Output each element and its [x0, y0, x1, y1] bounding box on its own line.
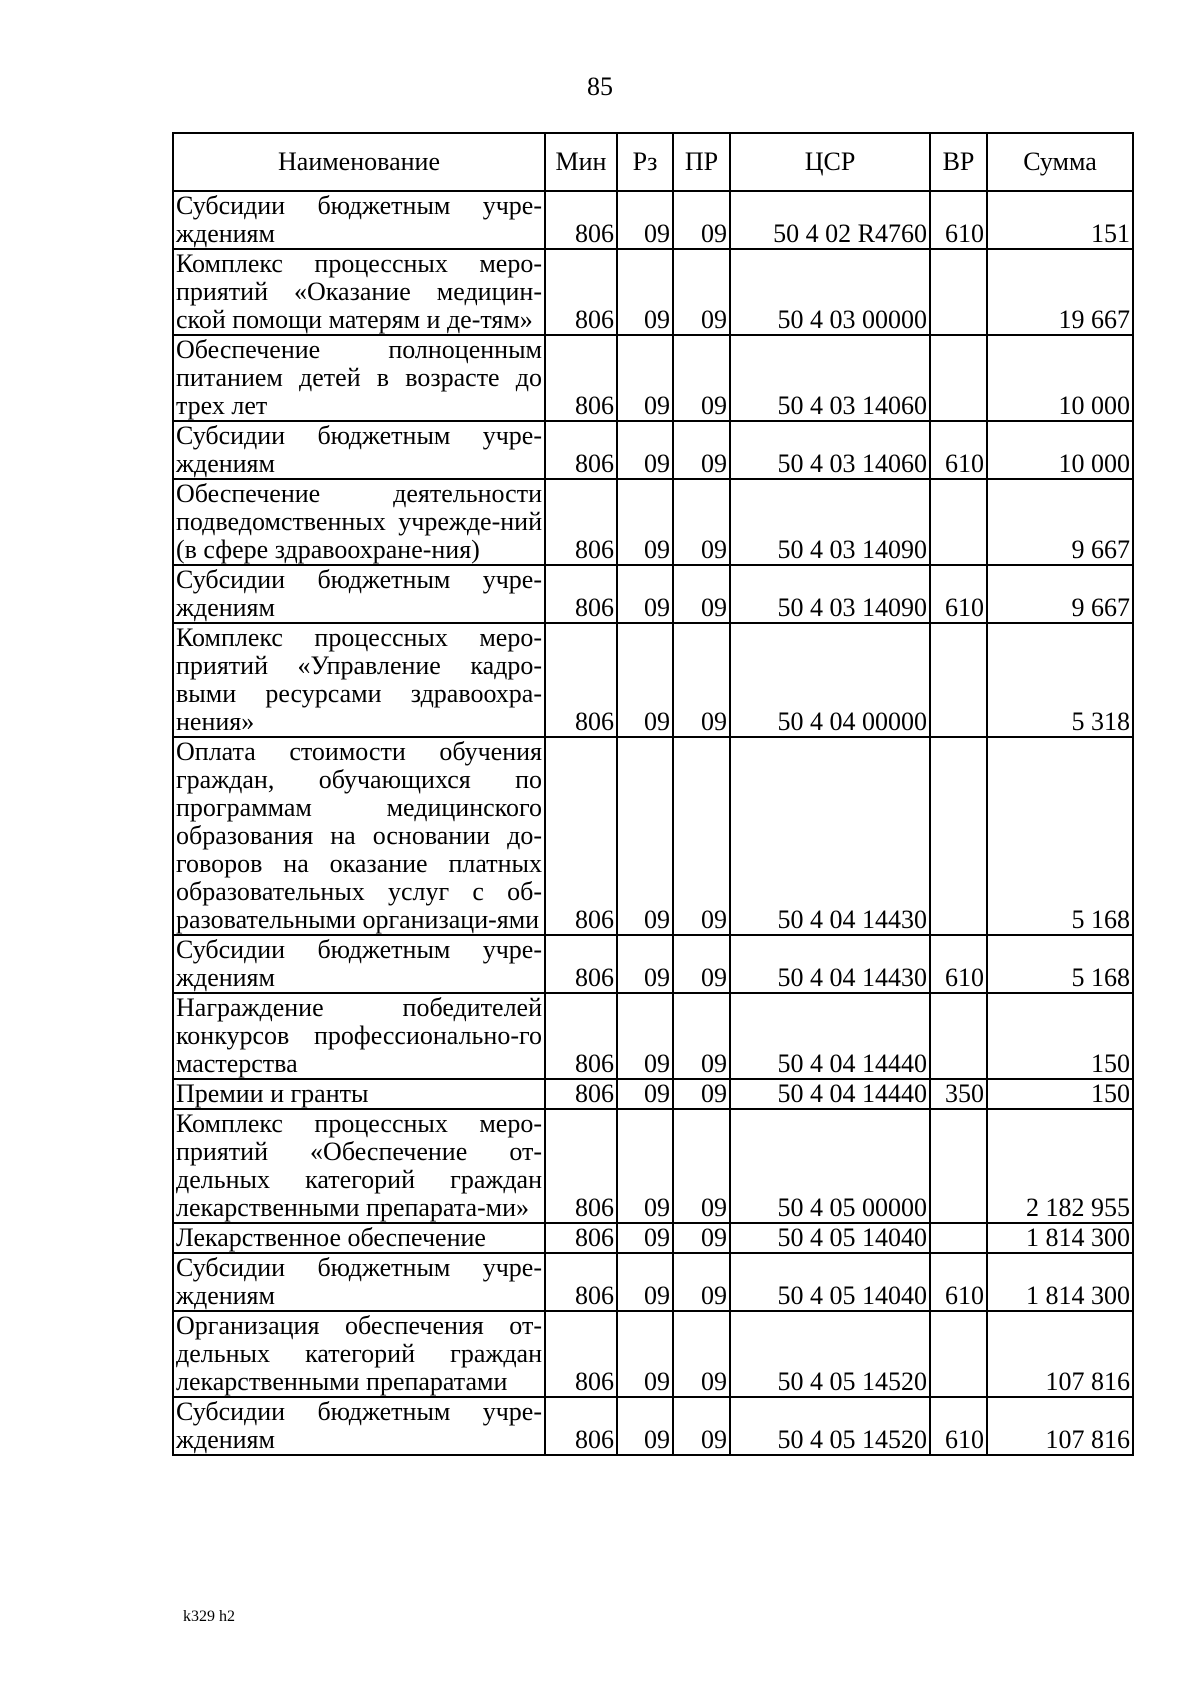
- table-row: [173, 249, 1133, 335]
- cell-csr: 50 4 03 14090: [730, 479, 930, 565]
- header-min: Мин: [545, 133, 617, 191]
- table-row: [173, 1223, 1133, 1253]
- cell-vr: [930, 1223, 987, 1253]
- table-row: [173, 737, 1133, 935]
- cell-sum: 107 816: [987, 1311, 1133, 1397]
- cell-min: 806: [545, 191, 617, 249]
- cell-rz: 09: [617, 479, 673, 565]
- table-row: [173, 623, 1133, 737]
- cell-sum: 1 814 300: [987, 1253, 1133, 1311]
- table-row: [173, 1311, 1133, 1397]
- cell-name: Лекарственное обеспечение: [173, 1223, 545, 1253]
- header-sum: Сумма: [987, 133, 1133, 191]
- cell-min: 806: [545, 1311, 617, 1397]
- cell-rz: 09: [617, 623, 673, 737]
- cell-min: 806: [545, 737, 617, 935]
- cell-vr: [930, 737, 987, 935]
- cell-rz: 09: [617, 737, 673, 935]
- header-vr: ВР: [930, 133, 987, 191]
- cell-sum: 151: [987, 191, 1133, 249]
- cell-csr: 50 4 04 00000: [730, 623, 930, 737]
- table-row: [173, 421, 1133, 479]
- cell-vr: 350: [930, 1079, 987, 1109]
- table-row: [173, 935, 1133, 993]
- cell-min: 806: [545, 421, 617, 479]
- cell-sum: 150: [987, 1079, 1133, 1109]
- cell-name: Комплекс процессных меро-приятий «Оказание медицин-ской помощи матерям и де-тям»: [173, 249, 545, 335]
- cell-min: 806: [545, 993, 617, 1079]
- cell-csr: 50 4 03 14060: [730, 335, 930, 421]
- cell-sum: 10 000: [987, 421, 1133, 479]
- table-row: [173, 1253, 1133, 1311]
- cell-pr: 09: [673, 1253, 730, 1311]
- table-row: [173, 191, 1133, 249]
- cell-sum: 5 168: [987, 935, 1133, 993]
- cell-min: 806: [545, 1109, 617, 1223]
- cell-name: Комплекс процессных меро-приятий «Обеспечение от-дельных категорий граждан лекарственными препарата-ми»: [173, 1109, 545, 1223]
- cell-sum: 107 816: [987, 1397, 1133, 1455]
- header-name: Наименование: [173, 133, 545, 191]
- cell-vr: [930, 335, 987, 421]
- cell-rz: 09: [617, 335, 673, 421]
- cell-pr: 09: [673, 935, 730, 993]
- cell-min: 806: [545, 623, 617, 737]
- cell-name: Субсидии бюджетным учре-ждениям: [173, 565, 545, 623]
- cell-vr: [930, 249, 987, 335]
- cell-csr: 50 4 02 R4760: [730, 191, 930, 249]
- cell-csr: 50 4 03 00000: [730, 249, 930, 335]
- cell-min: 806: [545, 935, 617, 993]
- cell-min: 806: [545, 1397, 617, 1455]
- cell-name: Субсидии бюджетным учре-ждениям: [173, 1397, 545, 1455]
- cell-pr: 09: [673, 1311, 730, 1397]
- cell-csr: 50 4 05 00000: [730, 1109, 930, 1223]
- document-code: k329 h2: [183, 1608, 235, 1625]
- cell-rz: 09: [617, 1079, 673, 1109]
- table-row: [173, 335, 1133, 421]
- cell-pr: 09: [673, 1223, 730, 1253]
- cell-rz: 09: [617, 1311, 673, 1397]
- cell-rz: 09: [617, 993, 673, 1079]
- cell-csr: 50 4 03 14090: [730, 565, 930, 623]
- cell-vr: [930, 479, 987, 565]
- cell-pr: 09: [673, 993, 730, 1079]
- cell-rz: 09: [617, 1223, 673, 1253]
- cell-sum: 5 318: [987, 623, 1133, 737]
- cell-csr: 50 4 05 14040: [730, 1223, 930, 1253]
- cell-sum: 9 667: [987, 565, 1133, 623]
- table-row: [173, 565, 1133, 623]
- cell-min: 806: [545, 479, 617, 565]
- cell-csr: 50 4 05 14040: [730, 1253, 930, 1311]
- cell-name: Комплекс процессных меро-приятий «Управление кадро-выми ресурсами здравоохра-нения»: [173, 623, 545, 737]
- cell-sum: 10 000: [987, 335, 1133, 421]
- table-row: [173, 1079, 1133, 1109]
- cell-min: 806: [545, 249, 617, 335]
- cell-pr: 09: [673, 1397, 730, 1455]
- cell-rz: 09: [617, 1397, 673, 1455]
- cell-pr: 09: [673, 565, 730, 623]
- cell-pr: 09: [673, 737, 730, 935]
- cell-rz: 09: [617, 421, 673, 479]
- cell-name: Субсидии бюджетным учре-ждениям: [173, 421, 545, 479]
- table-body: [173, 191, 1133, 1455]
- cell-vr: [930, 993, 987, 1079]
- cell-vr: [930, 1311, 987, 1397]
- cell-csr: 50 4 05 14520: [730, 1311, 930, 1397]
- cell-rz: 09: [617, 191, 673, 249]
- table-row: [173, 993, 1133, 1079]
- cell-sum: 150: [987, 993, 1133, 1079]
- cell-vr: 610: [930, 565, 987, 623]
- cell-pr: 09: [673, 1079, 730, 1109]
- cell-name: Субсидии бюджетным учре-ждениям: [173, 935, 545, 993]
- page-number: 85: [587, 72, 613, 101]
- cell-csr: 50 4 04 14440: [730, 993, 930, 1079]
- cell-csr: 50 4 03 14060: [730, 421, 930, 479]
- cell-min: 806: [545, 335, 617, 421]
- cell-csr: 50 4 04 14430: [730, 935, 930, 993]
- cell-csr: 50 4 05 14520: [730, 1397, 930, 1455]
- cell-pr: 09: [673, 421, 730, 479]
- cell-sum: 9 667: [987, 479, 1133, 565]
- table-row: [173, 1109, 1133, 1223]
- cell-pr: 09: [673, 1109, 730, 1223]
- cell-pr: 09: [673, 249, 730, 335]
- cell-name: Премии и гранты: [173, 1079, 545, 1109]
- cell-csr: 50 4 04 14430: [730, 737, 930, 935]
- cell-rz: 09: [617, 249, 673, 335]
- cell-name: Оплата стоимости обучения граждан, обучающихся по программам медицинского образования на основании до-говоров на оказание платных образовательных услуг с об-разовательными организаци-ями: [173, 737, 545, 935]
- cell-name: Субсидии бюджетным учре-ждениям: [173, 1253, 545, 1311]
- header-pr: ПР: [673, 133, 730, 191]
- table-row: [173, 479, 1133, 565]
- cell-sum: 2 182 955: [987, 1109, 1133, 1223]
- cell-sum: 1 814 300: [987, 1223, 1133, 1253]
- cell-pr: 09: [673, 623, 730, 737]
- header-csr: ЦСР: [730, 133, 930, 191]
- table-row: [173, 1397, 1133, 1455]
- cell-rz: 09: [617, 1253, 673, 1311]
- cell-vr: 610: [930, 1253, 987, 1311]
- cell-vr: [930, 1109, 987, 1223]
- cell-name: Обеспечение полноценным питанием детей в возрасте до трех лет: [173, 335, 545, 421]
- cell-rz: 09: [617, 935, 673, 993]
- cell-rz: 09: [617, 1109, 673, 1223]
- header-rz: Рз: [617, 133, 673, 191]
- cell-pr: 09: [673, 479, 730, 565]
- cell-min: 806: [545, 1253, 617, 1311]
- cell-vr: 610: [930, 1397, 987, 1455]
- table-header-row: [173, 133, 1133, 191]
- cell-vr: 610: [930, 935, 987, 993]
- cell-min: 806: [545, 565, 617, 623]
- cell-vr: [930, 623, 987, 737]
- cell-name: Обеспечение деятельности подведомственных учрежде-ний (в сфере здравоохране-ния): [173, 479, 545, 565]
- cell-rz: 09: [617, 565, 673, 623]
- cell-name: Организация обеспечения от-дельных категорий граждан лекарственными препаратами: [173, 1311, 545, 1397]
- cell-pr: 09: [673, 191, 730, 249]
- cell-min: 806: [545, 1223, 617, 1253]
- cell-name: Награждение победителей конкурсов профессионально-го мастерства: [173, 993, 545, 1079]
- cell-pr: 09: [673, 335, 730, 421]
- cell-min: 806: [545, 1079, 617, 1109]
- cell-sum: 5 168: [987, 737, 1133, 935]
- cell-name: Субсидии бюджетным учре-ждениям: [173, 191, 545, 249]
- cell-csr: 50 4 04 14440: [730, 1079, 930, 1109]
- cell-sum: 19 667: [987, 249, 1133, 335]
- cell-vr: 610: [930, 191, 987, 249]
- budget-table: [172, 132, 1134, 1456]
- cell-vr: 610: [930, 421, 987, 479]
